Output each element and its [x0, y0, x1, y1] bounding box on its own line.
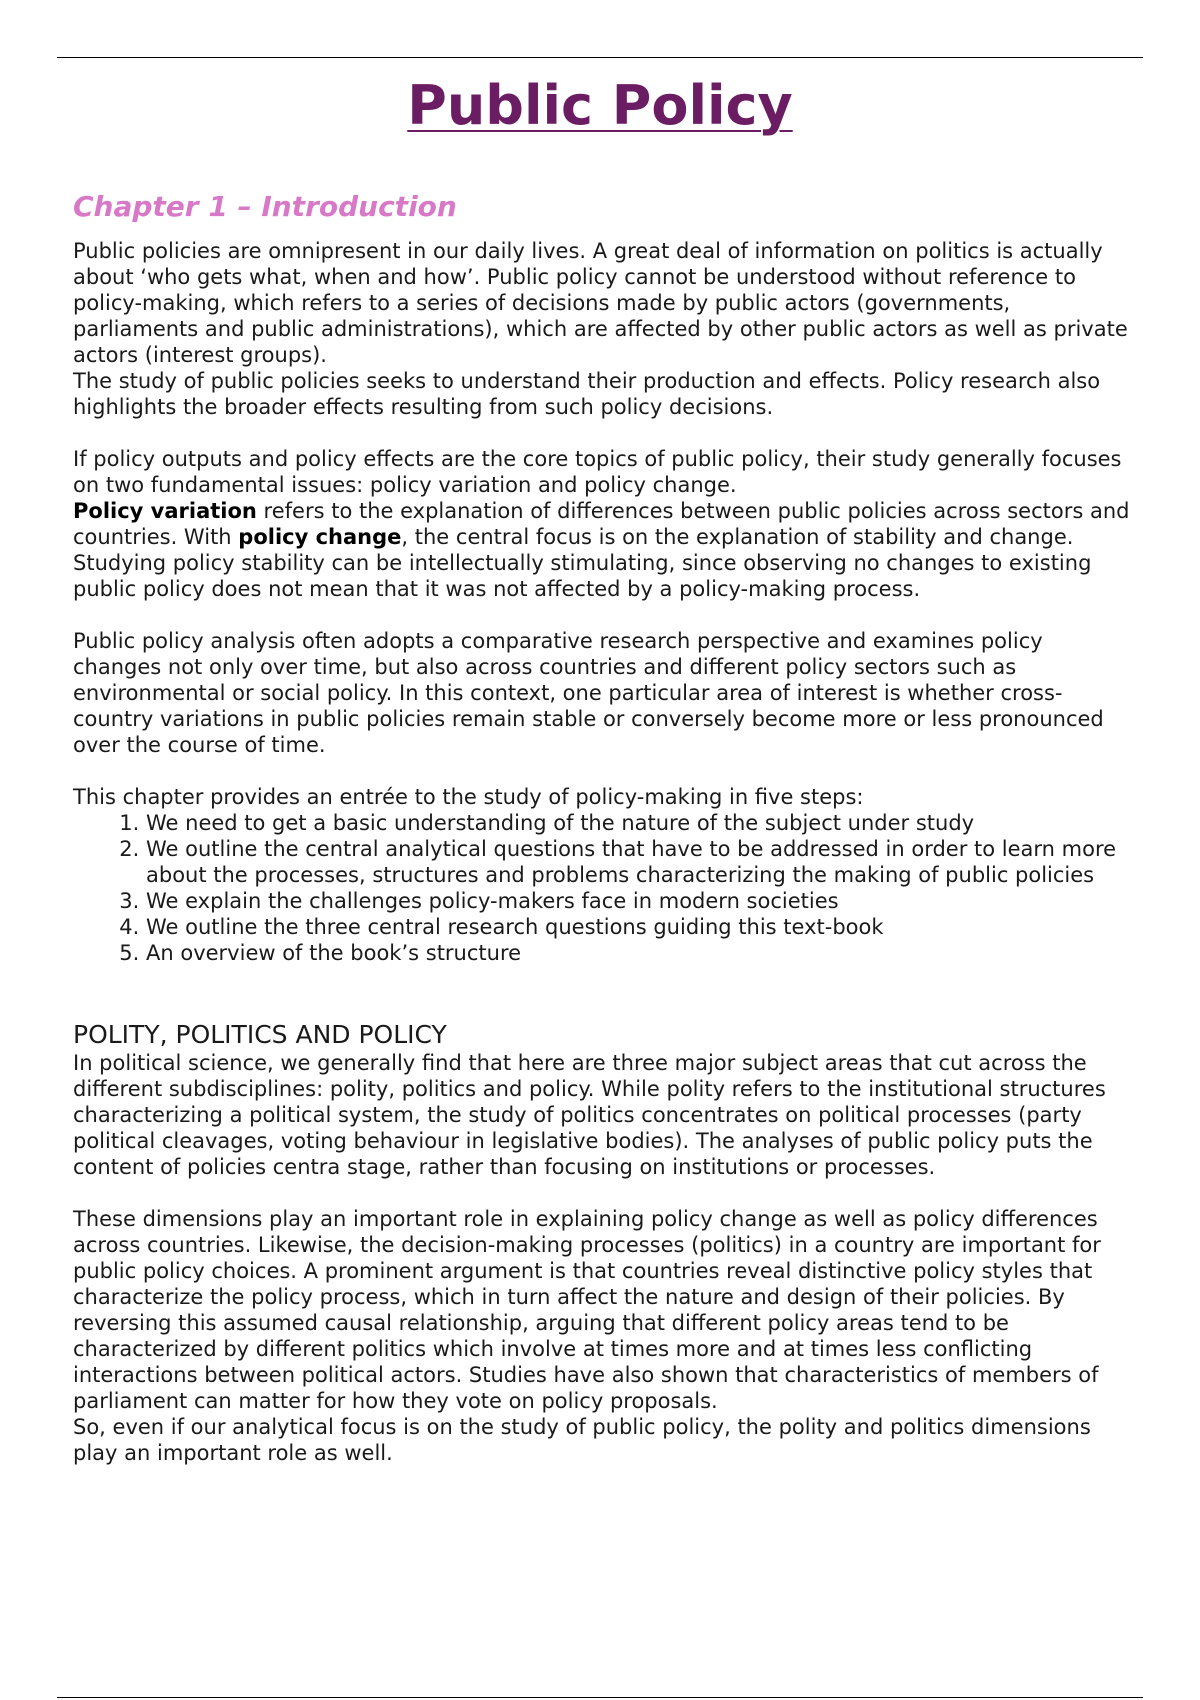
document-title: [0, 70, 1200, 142]
list-item: 2. We outline the central analytical questions that have to be addressed in order to learn more about the processes, structures and problems characterizing the making of public policies: [146, 836, 1133, 888]
polity-paragraph-1: In political science, we generally find that here are three major subject areas that cut across the different subdisciplines: polity, politics and policy. While polity refers to the institutional structures characterizing a political system, the study of politics concentrates on political processes (party political cleavages, voting behaviour in legislative bodies). The analyses of public policy puts the content of policies centra stage, rather than focusing on institutions or processes.: [73, 1051, 1106, 1179]
comparative-paragraph: Public policy analysis often adopts a comparative research perspective and examines policy changes not only over time, but also across countries and different policy sectors such as environmental or social policy. In this context, one particular area of interest is whether cross-country variations in public policies remain stable or conversely become more or less pronounced over the course of time.: [73, 629, 1104, 757]
intro-paragraph-2: The study of public policies seeks to understand their production and effects. Policy research also highlights the broader effects resulting from such policy decisions.: [73, 369, 1101, 419]
change-text: , the central focus is on the explanation of stability and change. Studying policy stability can be intellectually stimulating, since observing no changes to existing public policy does not mean that it was not affected by a policy-making process.: [73, 525, 1092, 601]
variation-paragraph: [73, 498, 1133, 602]
outputs-paragraph: If policy outputs and policy effects are the core topics of public policy, their study generally focuses on two fundamental issues: policy variation and policy change.: [73, 447, 1122, 497]
document-title-text: Public Policy: [407, 74, 793, 137]
chapter-heading: Chapter 1 – Introduction: [73, 190, 457, 223]
top-rule: [57, 57, 1143, 58]
polity-paragraph-3: So, even if our analytical focus is on the study of public policy, the polity and politics dimensions play an important role as well.: [73, 1415, 1091, 1465]
steps-list: [73, 810, 1133, 966]
list-item: 5. An overview of the book’s structure: [146, 940, 1133, 966]
section-heading: POLITY, POLITICS AND POLICY: [73, 1020, 447, 1049]
body-text: [73, 238, 1133, 966]
policy-change-term: policy change: [238, 525, 402, 549]
list-item: 3. We explain the challenges policy-makers face in modern societies: [146, 888, 1133, 914]
steps-intro: This chapter provides an entrée to the study of policy-making in five steps:: [73, 785, 864, 809]
document-body: [73, 186, 1133, 1466]
bottom-rule: [57, 1697, 1143, 1698]
section-body: [73, 1050, 1133, 1466]
intro-paragraph-1: Public policies are omnipresent in our daily lives. A great deal of information on politics is actually about ‘who gets what, when and how’. Public policy cannot be understood without reference to policy-making, which refers to a series of decisions made by public actors (governments, parliaments and public administrations), which are affected by other public actors as well as private actors (interest groups).: [73, 239, 1128, 367]
list-item: 1. We need to get a basic understanding of the nature of the subject under study: [146, 810, 1133, 836]
policy-variation-term: Policy variation: [73, 499, 257, 523]
polity-paragraph-2: These dimensions play an important role in explaining policy change as well as policy differences across countries. Likewise, the decision-making processes (politics) in a country are important for public policy choices. A prominent argument is that countries reveal distinctive policy styles that characterize the policy process, which in turn affect the nature and design of their policies. By reversing this assumed causal relationship, arguing that different policy areas tend to be characterized by different politics which involve at times more and at times less conflicting interactions between political actors. Studies have also shown that characteristics of members of parliament can matter for how they vote on policy proposals.: [73, 1207, 1101, 1413]
list-item: 4. We outline the three central research questions guiding this text-book: [146, 914, 1133, 940]
variation-text: refers to the explanation of differences between public policies across sectors and countries. With: [73, 499, 1130, 549]
